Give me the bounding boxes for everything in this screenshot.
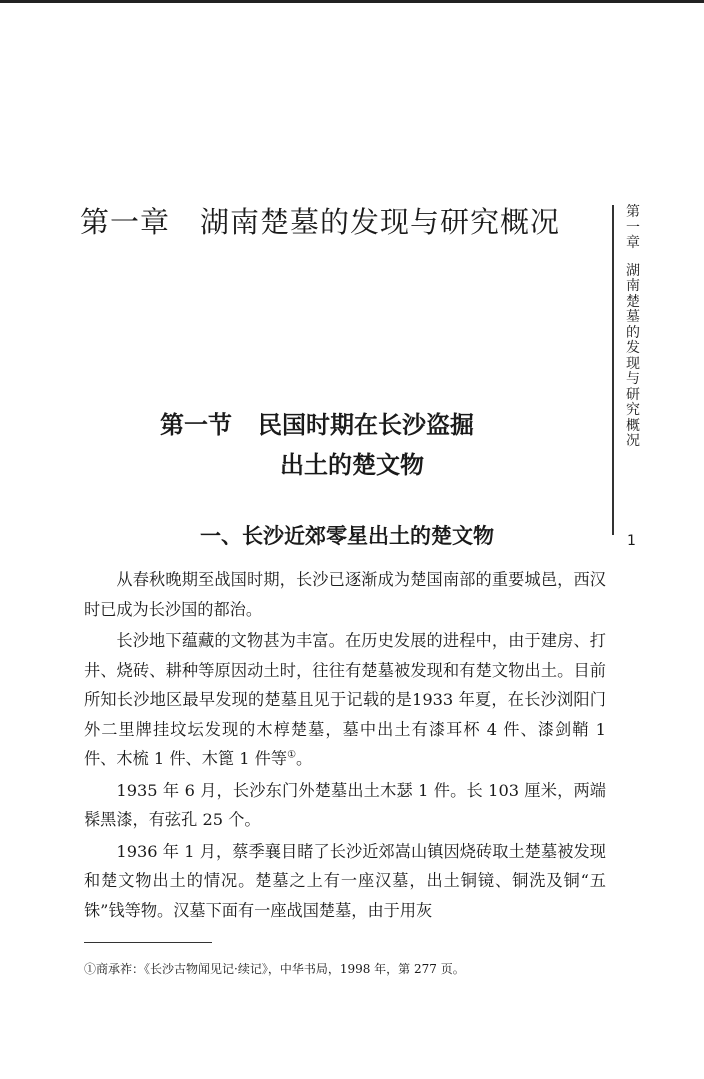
- paragraph-2-text: 长沙地下蕴藏的文物甚为丰富。在历史发展的进程中，由于建房、打井、烧砖、耕种等原因动土时，往往有楚墓被发现和有楚文物出土。目前所知长沙地区最早发现的楚墓且见于记载的是1933 年夏，在长沙浏阳门外二里牌挂坟坛发现的木椁楚墓，墓中出土有漆耳杯 4 件、漆剑鞘 1 件、木梳 1 件、木篦 1 件等: [84, 631, 606, 768]
- section-title-line2: 出土的楚文物: [280, 451, 424, 479]
- paragraph-1: 从春秋晚期至战国时期，长沙已逐渐成为楚国南部的重要城邑，西汉时已成为长沙国的都治。: [84, 570, 606, 619]
- footnote: ①商承祚：《长沙古物闻见记·续记》，中华书局，1998 年，第 277 页。: [84, 962, 465, 976]
- chapter-number: 第一章: [80, 205, 171, 239]
- running-head: [624, 205, 642, 450]
- section-number: 第一节: [160, 411, 232, 439]
- paragraph-3: 1935 年 6 月，长沙东门外楚墓出土木瑟 1 件。长 103 厘米，两端髹黑漆，有弦孔 25 个。: [84, 780, 606, 829]
- footnote-reference[interactable]: ①: [287, 749, 297, 761]
- subsection-title: 一、长沙近郊零星出土的楚文物: [200, 524, 494, 548]
- paragraph-4: 1936 年 1 月，蔡季襄目睹了长沙近郊嵩山镇因烧砖取土楚墓被发现和楚文物出土的情况。楚墓之上有一座汉墓，出土铜镜、铜洗及铜“五铢”钱等物。汉墓下面有一座战国楚墓，由于用灰: [84, 841, 606, 920]
- chapter-name: 湖南楚墓的发现与研究概况: [200, 205, 561, 239]
- footnote-rule: [84, 942, 212, 943]
- chapter-title: [80, 200, 600, 241]
- running-head-chapter-number: 第一章: [626, 204, 640, 251]
- running-head-chapter-name: 湖南楚墓的发现与研究概况: [626, 262, 640, 449]
- top-border-rule: [0, 0, 704, 3]
- running-head-rule: [612, 205, 614, 535]
- body-text: [84, 565, 606, 925]
- section-title: [160, 405, 580, 485]
- paragraph-2-end: 。: [296, 749, 313, 768]
- paragraph-2: [84, 626, 606, 774]
- page-number: 1: [627, 533, 636, 549]
- section-title-line1: 民国时期在长沙盗掘: [258, 411, 474, 439]
